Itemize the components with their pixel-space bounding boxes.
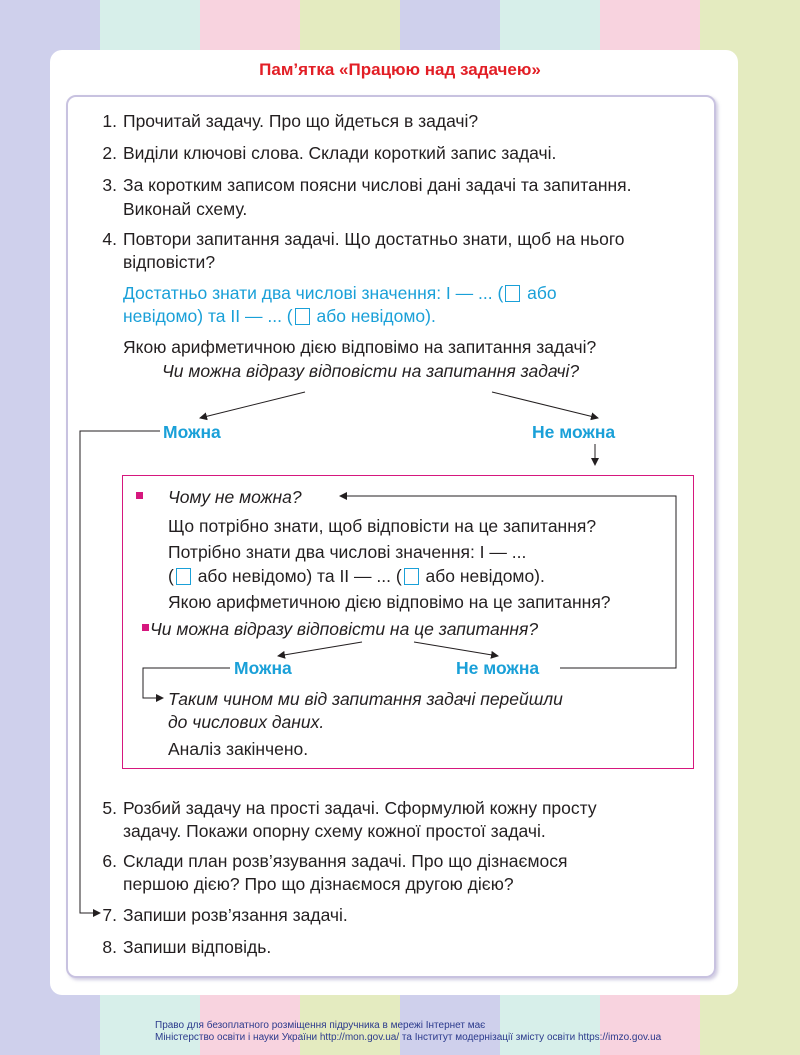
step-5-text: Розбий задачу на прості задачі. Сформулюй кожну просту: [123, 798, 597, 818]
step-3-text-cont: Виконай схему.: [123, 199, 248, 219]
step-5-text-cont: задачу. Покажи опорну схему кожної простої задачі.: [123, 821, 546, 841]
box-direct: Чи можна відразу відповісти на це запитання?: [150, 619, 539, 639]
step-6-text-cont: першою дією? Про що дізнаємося другою дією?: [123, 874, 514, 894]
yes-to-step-7-line: [80, 431, 160, 913]
step-number: 2.: [102, 143, 117, 163]
step-number: 8.: [102, 937, 117, 957]
step-3-text: За коротким записом поясни числові дані задачі та запитання.: [123, 175, 632, 195]
box-no-label: Не можна: [456, 658, 540, 678]
step-number: 6.: [102, 851, 117, 871]
hint-text: невідомо) та ІІ — ... (: [123, 306, 293, 326]
loop-back-line: [340, 496, 676, 668]
step-6-text: Склади план розв’язування задачі. Про що дізнаємося: [123, 851, 568, 871]
step-number: 5.: [102, 798, 117, 818]
step-7-text: Запиши розв’язання задачі.: [123, 905, 348, 925]
box-done: Аналіз закінчено.: [168, 739, 309, 759]
step-1-text: Прочитай задачу. Про що йдеться в задачі?: [123, 111, 479, 131]
step-number: 3.: [102, 175, 117, 195]
hint-text: або невідомо).: [316, 306, 436, 326]
direct-question: Чи можна відразу відповісти на запитання задачі?: [162, 361, 580, 381]
box-result-2: до числових даних.: [168, 712, 325, 732]
box-text: (: [168, 566, 174, 586]
box-yes-label: Можна: [234, 658, 292, 678]
branch-yes-label: Можна: [163, 422, 221, 442]
box-operation: Якою арифметичною дією відповімо на це запитання?: [168, 592, 611, 612]
step-4-text-cont: відповісти?: [123, 252, 216, 272]
footer-line-1: Право для безоплатного розміщення підручника в мережі Інтернет має: [155, 1020, 486, 1031]
memo-title: Пам’ятка «Працюю над задачею»: [259, 60, 541, 79]
branch-no-label: Не можна: [532, 422, 616, 442]
step-4-text: Повтори запитання задачі. Що достатньо знати, щоб на нього: [123, 229, 625, 249]
box-need: Що потрібно знати, щоб відповісти на це запитання?: [168, 516, 597, 536]
step-2-text: Виділи ключові слова. Склади короткий запис задачі.: [123, 143, 557, 163]
operation-question: Якою арифметичною дією відповімо на запитання задачі?: [123, 337, 597, 357]
hint-text: Достатньо знати два числові значення: І — ... (: [123, 283, 504, 303]
box-why: Чому не можна?: [168, 487, 302, 507]
box-text: або невідомо) та ІІ — ... (: [197, 566, 402, 586]
hint-text: або: [527, 283, 557, 303]
arrow-to-no: [492, 392, 598, 418]
box-need-answer-1: Потрібно знати два числові значення: І — ...: [168, 542, 527, 562]
box-result-1: Таким чином ми від запитання задачі перейшли: [168, 689, 563, 709]
step-8-text: Запиши відповідь.: [123, 937, 272, 957]
footer: [155, 1020, 661, 1044]
inner-arrow-yes: [278, 642, 362, 656]
step-number: 7.: [102, 905, 117, 925]
footer-line-2: Міністерство освіти і науки України http://mon.gov.ua/ та Інститут модернізації змісту освіти https://imzo.gov.ua: [155, 1032, 662, 1043]
step-number: 1.: [102, 111, 117, 131]
inner-arrow-no: [414, 642, 498, 656]
box-text: або невідомо).: [425, 566, 545, 586]
yes-to-result-line: [143, 668, 230, 698]
arrow-to-yes: [200, 392, 305, 418]
step-number: 4.: [102, 229, 117, 249]
